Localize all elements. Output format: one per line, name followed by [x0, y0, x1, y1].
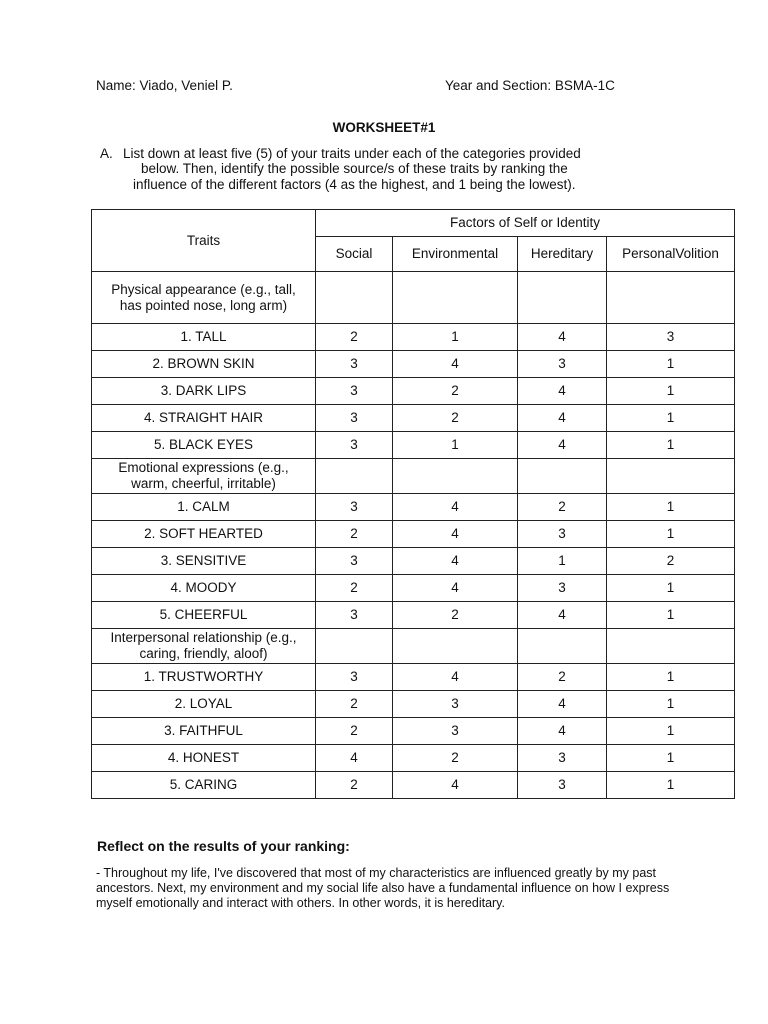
social-rank: 3	[316, 432, 393, 459]
social-rank: 2	[316, 521, 393, 548]
environmental-rank: 4	[393, 772, 518, 799]
category-row	[92, 272, 735, 324]
social-rank: 2	[316, 718, 393, 745]
column-header-social: Social	[316, 237, 393, 272]
hereditary-rank: 3	[518, 351, 607, 378]
personal-volition-rank: 1	[607, 691, 735, 718]
personal-volition-rank: 1	[607, 745, 735, 772]
trait-row	[92, 548, 735, 575]
hereditary-rank: 3	[518, 745, 607, 772]
category-label: Emotional expressions (e.g., warm, cheerful, irritable)	[92, 459, 316, 494]
personal-volition-rank: 1	[607, 494, 735, 521]
social-rank: 2	[316, 575, 393, 602]
hereditary-rank: 2	[518, 664, 607, 691]
personal-volition-rank: 1	[607, 718, 735, 745]
trait-row	[92, 494, 735, 521]
empty-cell	[518, 459, 607, 494]
personal-volition-rank: 1	[607, 521, 735, 548]
category-label: Physical appearance (e.g., tall, has pointed nose, long arm)	[92, 272, 316, 324]
empty-cell	[518, 629, 607, 664]
trait-name: 1. TALL	[92, 324, 316, 351]
environmental-rank: 2	[393, 405, 518, 432]
hereditary-rank: 4	[518, 324, 607, 351]
empty-cell	[316, 459, 393, 494]
social-rank: 2	[316, 772, 393, 799]
trait-name: 4. STRAIGHT HAIR	[92, 405, 316, 432]
personal-volition-rank: 1	[607, 575, 735, 602]
personal-volition-rank: 1	[607, 772, 735, 799]
environmental-rank: 4	[393, 494, 518, 521]
social-rank: 3	[316, 405, 393, 432]
personal-volition-rank: 1	[607, 405, 735, 432]
reflection-title: Reflect on the results of your ranking:	[97, 838, 350, 854]
trait-row	[92, 772, 735, 799]
trait-row	[92, 324, 735, 351]
personal-volition-rank: 1	[607, 602, 735, 629]
environmental-rank: 4	[393, 351, 518, 378]
environmental-rank: 1	[393, 432, 518, 459]
trait-row	[92, 575, 735, 602]
trait-name: 5. CHEERFUL	[92, 602, 316, 629]
empty-cell	[607, 459, 735, 494]
instruction-line-2: below. Then, identify the possible source/s of these traits by ranking the	[141, 161, 568, 176]
category-label: Interpersonal relationship (e.g., caring, friendly, aloof)	[92, 629, 316, 664]
trait-row	[92, 351, 735, 378]
trait-row	[92, 432, 735, 459]
personal-volition-rank: 1	[607, 378, 735, 405]
hereditary-rank: 2	[518, 494, 607, 521]
environmental-rank: 4	[393, 664, 518, 691]
instruction-line-1: List down at least five (5) of your traits under each of the categories provided	[123, 146, 581, 161]
hereditary-rank: 4	[518, 691, 607, 718]
personal-volition-rank: 3	[607, 324, 735, 351]
environmental-rank: 1	[393, 324, 518, 351]
environmental-rank: 2	[393, 378, 518, 405]
student-name: Name: Viado, Veniel P.	[96, 78, 233, 93]
environmental-rank: 3	[393, 691, 518, 718]
hereditary-rank: 3	[518, 772, 607, 799]
factors-header: Factors of Self or Identity	[316, 210, 735, 237]
social-rank: 3	[316, 378, 393, 405]
instruction-line-3: influence of the different factors (4 as the highest, and 1 being the lowest).	[133, 177, 576, 192]
social-rank: 3	[316, 548, 393, 575]
social-rank: 3	[316, 351, 393, 378]
hereditary-rank: 3	[518, 521, 607, 548]
personal-volition-rank: 1	[607, 664, 735, 691]
trait-row	[92, 745, 735, 772]
trait-row	[92, 664, 735, 691]
social-rank: 4	[316, 745, 393, 772]
trait-row	[92, 378, 735, 405]
empty-cell	[393, 459, 518, 494]
trait-name: 3. DARK LIPS	[92, 378, 316, 405]
hereditary-rank: 4	[518, 718, 607, 745]
trait-name: 2. SOFT HEARTED	[92, 521, 316, 548]
empty-cell	[607, 629, 735, 664]
social-rank: 2	[316, 691, 393, 718]
worksheet-title: WORKSHEET#1	[332, 120, 436, 135]
social-rank: 3	[316, 602, 393, 629]
category-row	[92, 459, 735, 494]
trait-name: 4. HONEST	[92, 745, 316, 772]
trait-name: 4. MOODY	[92, 575, 316, 602]
environmental-rank: 3	[393, 718, 518, 745]
trait-name: 5. CARING	[92, 772, 316, 799]
column-header-personal-volition: PersonalVolition	[607, 237, 735, 272]
environmental-rank: 4	[393, 521, 518, 548]
trait-name: 1. TRUSTWORTHY	[92, 664, 316, 691]
hereditary-rank: 3	[518, 575, 607, 602]
trait-name: 3. FAITHFUL	[92, 718, 316, 745]
trait-row	[92, 718, 735, 745]
hereditary-rank: 1	[518, 548, 607, 575]
reflection-body: - Throughout my life, I've discovered that most of my characteristics are influenced greatly by my past ancestors. Next, my environment and my social life also have a fundamental influence on how I express myself emotionally and interact with others. In other words, it is hereditary.	[96, 866, 670, 910]
hereditary-rank: 4	[518, 432, 607, 459]
trait-row	[92, 691, 735, 718]
column-header-hereditary: Hereditary	[518, 237, 607, 272]
trait-row	[92, 602, 735, 629]
environmental-rank: 4	[393, 575, 518, 602]
category-row	[92, 629, 735, 664]
trait-name: 3. SENSITIVE	[92, 548, 316, 575]
social-rank: 3	[316, 664, 393, 691]
social-rank: 2	[316, 324, 393, 351]
personal-volition-rank: 1	[607, 351, 735, 378]
empty-cell	[316, 629, 393, 664]
trait-name: 2. BROWN SKIN	[92, 351, 316, 378]
environmental-rank: 2	[393, 602, 518, 629]
instruction-marker: A.	[100, 146, 113, 161]
hereditary-rank: 4	[518, 378, 607, 405]
personal-volition-rank: 1	[607, 432, 735, 459]
hereditary-rank: 4	[518, 405, 607, 432]
social-rank: 3	[316, 494, 393, 521]
hereditary-rank: 4	[518, 602, 607, 629]
empty-cell	[316, 272, 393, 324]
trait-row	[92, 521, 735, 548]
trait-row	[92, 405, 735, 432]
traits-table	[91, 209, 735, 799]
empty-cell	[393, 272, 518, 324]
trait-name: 5. BLACK EYES	[92, 432, 316, 459]
trait-name: 2. LOYAL	[92, 691, 316, 718]
column-header-environmental: Environmental	[393, 237, 518, 272]
year-and-section: Year and Section: BSMA-1C	[445, 78, 615, 93]
environmental-rank: 4	[393, 548, 518, 575]
traits-header: Traits	[92, 210, 316, 272]
empty-cell	[607, 272, 735, 324]
personal-volition-rank: 2	[607, 548, 735, 575]
environmental-rank: 2	[393, 745, 518, 772]
empty-cell	[393, 629, 518, 664]
empty-cell	[518, 272, 607, 324]
trait-name: 1. CALM	[92, 494, 316, 521]
